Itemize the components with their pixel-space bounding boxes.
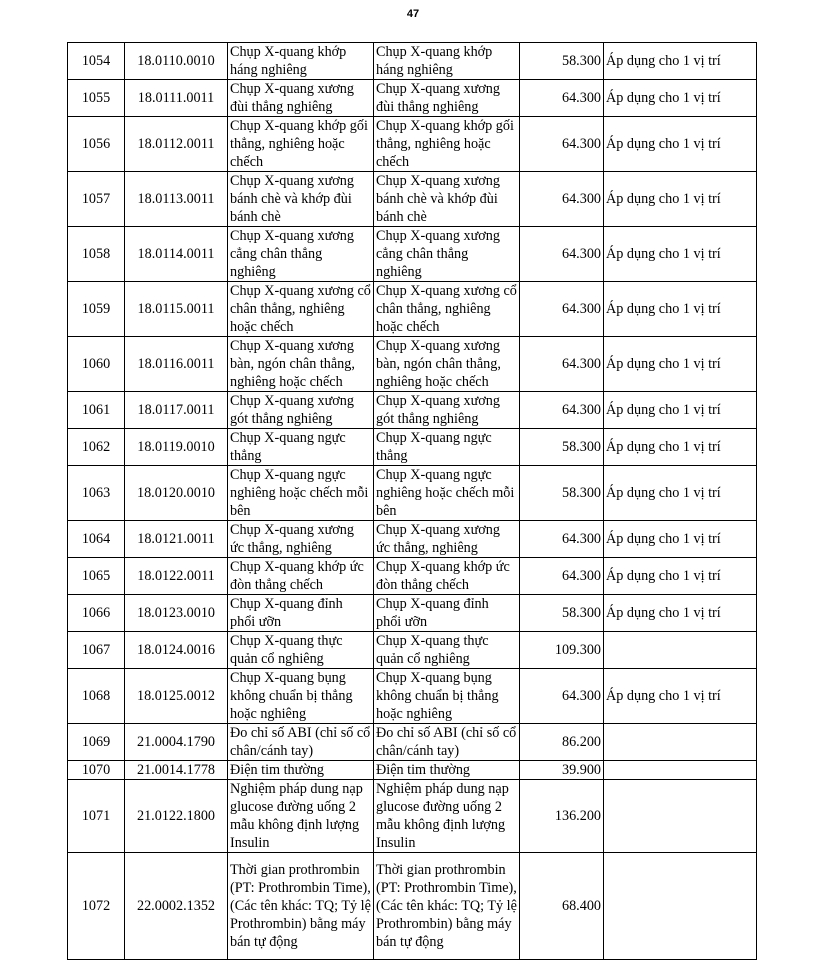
row-number: 1059 xyxy=(68,282,125,337)
row-number: 1065 xyxy=(68,558,125,595)
service-price: 136.200 xyxy=(520,780,604,853)
page-number: 47 xyxy=(406,8,420,20)
service-price: 86.200 xyxy=(520,724,604,761)
service-name-approved: Chụp X-quang xương bàn, ngón chân thẳng, nghiêng hoặc chếch xyxy=(374,337,520,392)
table-row xyxy=(68,780,757,853)
row-number: 1068 xyxy=(68,669,125,724)
service-name: Chụp X-quang xương gót thẳng nghiêng xyxy=(228,392,374,429)
table-row xyxy=(68,117,757,172)
service-note: Áp dụng cho 1 vị trí xyxy=(604,80,757,117)
service-code: 21.0122.1800 xyxy=(125,780,228,853)
service-note xyxy=(604,632,757,669)
service-name-approved: Đo chỉ số ABI (chỉ số cổ chân/cánh tay) xyxy=(374,724,520,761)
service-name: Chụp X-quang xương đùi thẳng nghiêng xyxy=(228,80,374,117)
service-name-approved: Thời gian prothrombin (PT: Prothrombin Time), (Các tên khác: TQ; Tỷ lệ Prothrombin) bằng máy bán tự động xyxy=(374,853,520,960)
service-note: Áp dụng cho 1 vị trí xyxy=(604,43,757,80)
table-row xyxy=(68,227,757,282)
service-code: 18.0111.0011 xyxy=(125,80,228,117)
service-name: Điện tim thường xyxy=(228,761,374,780)
service-name: Chụp X-quang bụng không chuẩn bị thẳng hoặc nghiêng xyxy=(228,669,374,724)
row-number: 1056 xyxy=(68,117,125,172)
row-number: 1069 xyxy=(68,724,125,761)
service-price: 58.300 xyxy=(520,595,604,632)
service-code: 18.0114.0011 xyxy=(125,227,228,282)
service-name-approved: Chụp X-quang thực quản cổ nghiêng xyxy=(374,632,520,669)
service-note: Áp dụng cho 1 vị trí xyxy=(604,282,757,337)
table-row xyxy=(68,337,757,392)
service-name: Chụp X-quang ngực thẳng xyxy=(228,429,374,466)
table-row xyxy=(68,282,757,337)
service-price: 68.400 xyxy=(520,853,604,960)
service-name: Chụp X-quang khớp háng nghiêng xyxy=(228,43,374,80)
service-note: Áp dụng cho 1 vị trí xyxy=(604,117,757,172)
service-price: 64.300 xyxy=(520,227,604,282)
service-price: 64.300 xyxy=(520,80,604,117)
service-price: 64.300 xyxy=(520,337,604,392)
service-code: 21.0014.1778 xyxy=(125,761,228,780)
table-row xyxy=(68,429,757,466)
service-note: Áp dụng cho 1 vị trí xyxy=(604,227,757,282)
row-number: 1064 xyxy=(68,521,125,558)
row-number: 1061 xyxy=(68,392,125,429)
service-name-approved: Chụp X-quang đỉnh phổi ưỡn xyxy=(374,595,520,632)
service-code: 18.0112.0011 xyxy=(125,117,228,172)
service-name-approved: Chụp X-quang xương đùi thẳng nghiêng xyxy=(374,80,520,117)
service-note: Áp dụng cho 1 vị trí xyxy=(604,172,757,227)
service-code: 22.0002.1352 xyxy=(125,853,228,960)
row-number: 1054 xyxy=(68,43,125,80)
service-name: Chụp X-quang xương ức thẳng, nghiêng xyxy=(228,521,374,558)
table-row xyxy=(68,853,757,960)
service-name: Chụp X-quang xương bánh chè và khớp đùi bánh chè xyxy=(228,172,374,227)
service-code: 18.0124.0016 xyxy=(125,632,228,669)
service-code: 18.0121.0011 xyxy=(125,521,228,558)
service-name: Chụp X-quang xương cẳng chân thẳng nghiêng xyxy=(228,227,374,282)
service-name: Thời gian prothrombin (PT: Prothrombin Time), (Các tên khác: TQ; Tỷ lệ Prothrombin) bằng máy bán tự động xyxy=(228,853,374,960)
service-note xyxy=(604,853,757,960)
service-note: Áp dụng cho 1 vị trí xyxy=(604,429,757,466)
service-name-approved: Chụp X-quang ngực thẳng xyxy=(374,429,520,466)
service-code: 21.0004.1790 xyxy=(125,724,228,761)
service-name-approved: Chụp X-quang khớp gối thẳng, nghiêng hoặc chếch xyxy=(374,117,520,172)
row-number: 1070 xyxy=(68,761,125,780)
service-name: Chụp X-quang đỉnh phổi ưỡn xyxy=(228,595,374,632)
service-name-approved: Chụp X-quang khớp háng nghiêng xyxy=(374,43,520,80)
row-number: 1055 xyxy=(68,80,125,117)
service-note: Áp dụng cho 1 vị trí xyxy=(604,595,757,632)
service-price: 64.300 xyxy=(520,558,604,595)
price-table xyxy=(67,42,757,960)
service-note: Áp dụng cho 1 vị trí xyxy=(604,392,757,429)
service-price: 58.300 xyxy=(520,466,604,521)
service-name: Chụp X-quang thực quản cổ nghiêng xyxy=(228,632,374,669)
service-name: Chụp X-quang khớp ức đòn thẳng chếch xyxy=(228,558,374,595)
service-note xyxy=(604,761,757,780)
service-price: 64.300 xyxy=(520,117,604,172)
service-code: 18.0110.0010 xyxy=(125,43,228,80)
service-name-approved: Chụp X-quang xương gót thẳng nghiêng xyxy=(374,392,520,429)
service-name: Chụp X-quang xương cổ chân thẳng, nghiêng hoặc chếch xyxy=(228,282,374,337)
service-code: 18.0120.0010 xyxy=(125,466,228,521)
service-name: Chụp X-quang xương bàn, ngón chân thẳng, nghiêng hoặc chếch xyxy=(228,337,374,392)
table-row xyxy=(68,632,757,669)
row-number: 1057 xyxy=(68,172,125,227)
service-name: Chụp X-quang khớp gối thẳng, nghiêng hoặc chếch xyxy=(228,117,374,172)
service-price: 39.900 xyxy=(520,761,604,780)
service-name: Chụp X-quang ngực nghiêng hoặc chếch mỗi bên xyxy=(228,466,374,521)
service-price: 58.300 xyxy=(520,429,604,466)
service-note: Áp dụng cho 1 vị trí xyxy=(604,669,757,724)
table-row xyxy=(68,80,757,117)
service-name-approved: Chụp X-quang khớp ức đòn thẳng chếch xyxy=(374,558,520,595)
service-note: Áp dụng cho 1 vị trí xyxy=(604,558,757,595)
service-name-approved: Chụp X-quang xương cẳng chân thẳng nghiêng xyxy=(374,227,520,282)
service-code: 18.0117.0011 xyxy=(125,392,228,429)
service-note xyxy=(604,724,757,761)
row-number: 1066 xyxy=(68,595,125,632)
table-row xyxy=(68,595,757,632)
service-name: Đo chỉ số ABI (chỉ số cổ chân/cánh tay) xyxy=(228,724,374,761)
service-note: Áp dụng cho 1 vị trí xyxy=(604,466,757,521)
row-number: 1062 xyxy=(68,429,125,466)
service-code: 18.0122.0011 xyxy=(125,558,228,595)
table-row xyxy=(68,392,757,429)
table-row xyxy=(68,466,757,521)
table-row xyxy=(68,669,757,724)
table-row xyxy=(68,558,757,595)
row-number: 1060 xyxy=(68,337,125,392)
service-price: 64.300 xyxy=(520,172,604,227)
service-name-approved: Chụp X-quang xương cổ chân thẳng, nghiêng hoặc chếch xyxy=(374,282,520,337)
table-row xyxy=(68,724,757,761)
service-name-approved: Chụp X-quang bụng không chuẩn bị thẳng hoặc nghiêng xyxy=(374,669,520,724)
service-code: 18.0123.0010 xyxy=(125,595,228,632)
service-price: 64.300 xyxy=(520,521,604,558)
table-row xyxy=(68,761,757,780)
service-note xyxy=(604,780,757,853)
service-name-approved: Chụp X-quang ngực nghiêng hoặc chếch mỗi bên xyxy=(374,466,520,521)
service-name-approved: Chụp X-quang xương ức thẳng, nghiêng xyxy=(374,521,520,558)
row-number: 1067 xyxy=(68,632,125,669)
row-number: 1058 xyxy=(68,227,125,282)
service-code: 18.0116.0011 xyxy=(125,337,228,392)
service-code: 18.0125.0012 xyxy=(125,669,228,724)
service-name-approved: Điện tim thường xyxy=(374,761,520,780)
service-code: 18.0115.0011 xyxy=(125,282,228,337)
table-row xyxy=(68,172,757,227)
service-price: 64.300 xyxy=(520,669,604,724)
service-name: Nghiệm pháp dung nạp glucose đường uống 2 mẫu không định lượng Insulin xyxy=(228,780,374,853)
table-row xyxy=(68,43,757,80)
service-name-approved: Chụp X-quang xương bánh chè và khớp đùi bánh chè xyxy=(374,172,520,227)
row-number: 1071 xyxy=(68,780,125,853)
service-name-approved: Nghiệm pháp dung nạp glucose đường uống 2 mẫu không định lượng Insulin xyxy=(374,780,520,853)
service-price: 58.300 xyxy=(520,43,604,80)
row-number: 1072 xyxy=(68,853,125,960)
service-code: 18.0119.0010 xyxy=(125,429,228,466)
service-note: Áp dụng cho 1 vị trí xyxy=(604,521,757,558)
service-code: 18.0113.0011 xyxy=(125,172,228,227)
service-price: 109.300 xyxy=(520,632,604,669)
row-number: 1063 xyxy=(68,466,125,521)
price-table-body xyxy=(68,43,757,960)
service-price: 64.300 xyxy=(520,392,604,429)
service-price: 64.300 xyxy=(520,282,604,337)
table-row xyxy=(68,521,757,558)
service-note: Áp dụng cho 1 vị trí xyxy=(604,337,757,392)
